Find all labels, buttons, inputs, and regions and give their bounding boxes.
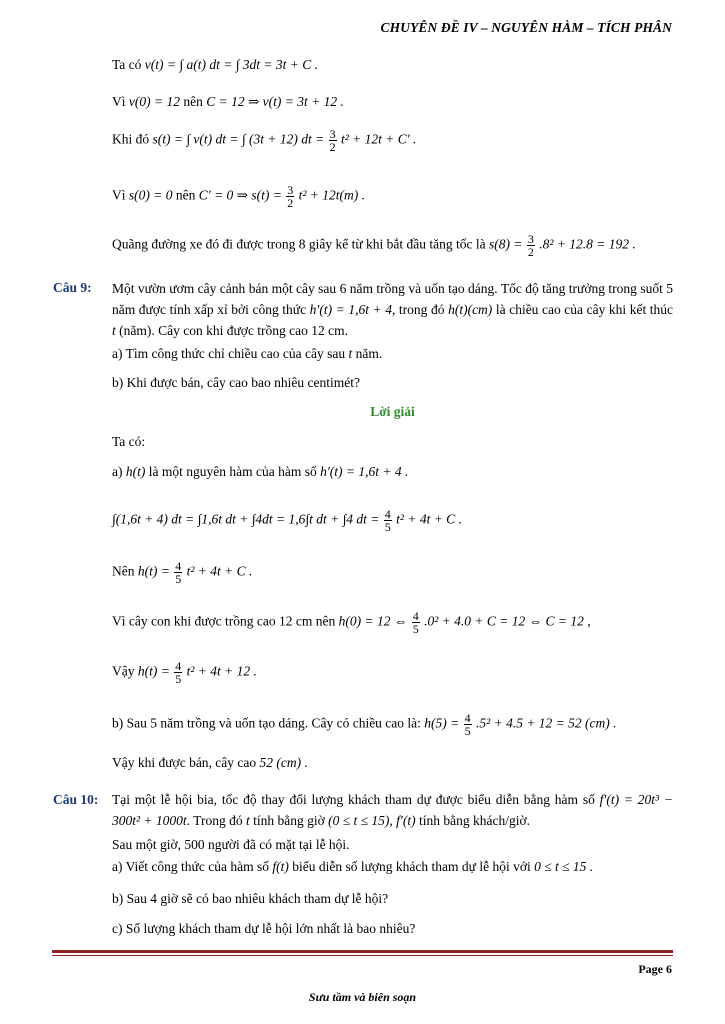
text: nên: [183, 94, 203, 109]
question-10-context: Sau một giờ, 500 người đã có mặt tại lễ hội.: [112, 837, 350, 852]
footer-rule: [52, 950, 673, 953]
question-9-label: Câu 9:: [53, 280, 92, 295]
solution-title: Lời giải: [370, 404, 415, 419]
line-constant: [112, 93, 673, 111]
page-number: Page 6: [638, 962, 672, 976]
line-velocity: [112, 56, 673, 74]
solution-line: Nên h(t) = $\frac{4}{5}$ t² + 4t + C .: [112, 559, 253, 586]
solution-line: Vậy khi được bán, cây cao 52 (cm) .: [112, 755, 308, 770]
question-10a: a) Viết công thức của hàm số f(t) biểu diễn số lượng khách tham dự lễ hội với 0 ≤ t ≤ 15 .: [112, 859, 594, 874]
footer-credit: Sưu tầm và biên soạn: [308, 990, 417, 1004]
text: Khi đó: [112, 131, 150, 147]
math: s(8) =: [489, 236, 523, 252]
question-10b: b) Sau 4 giờ sẽ có bao nhiêu khách tham dự lễ hội?: [112, 891, 389, 906]
math: .8² + 12.8 = 192 .: [539, 236, 636, 252]
solution-line: a) h(t) là một nguyên hàm của hàm số h′(t) = 1,6t + 4 .: [112, 464, 409, 479]
solution-line: Vì cây con khi được trồng cao 12 cm nên h(0) = 12 ⇔ $\frac{4}{5}$ .0² + 4.0 + C = 12 ⇔ C = 12 ,: [112, 609, 591, 636]
math: t² + 12t + C′ .: [340, 131, 417, 147]
fraction: $\frac{3}{2}$: [329, 127, 336, 154]
math: C = 12 ⇒ v(t) = 3t + 12 .: [206, 94, 344, 109]
math: s(t) = ∫ v(t) dt = ∫ (3t + 12) dt =: [152, 131, 325, 147]
line-distance: [112, 233, 673, 258]
math: t² + 12t(m) .: [298, 187, 365, 203]
math: v(t) = ∫ a(t) dt = ∫ 3dt = 3t + C .: [144, 57, 318, 72]
solution-line: Ta có:: [112, 434, 146, 449]
page-header: CHUYÊN ĐỀ IV – NGUYÊN HÀM – TÍCH PHÂN: [380, 20, 672, 35]
text: Quãng đường xe đó đi được trong 8 giây kể từ khi bắt đầu tăng tốc là: [112, 236, 486, 252]
question-10c: c) Số lượng khách tham dự lễ hội lớn nhất là bao nhiêu?: [112, 921, 416, 936]
text: nên: [175, 187, 196, 203]
solution-integral: ∫(1,6t + 4) dt = ∫1,6t dt + ∫4dt = 1,6∫t dt + ∫4 dt = $\frac{4}{5}$ t² + 4t + C .: [112, 507, 462, 534]
question-9a: a) Tìm công thức chỉ chiều cao của cây sau t năm.: [112, 346, 383, 361]
math: C′ = 0 ⇒ s(t) =: [198, 187, 282, 203]
fraction: $\frac{3}{2}$: [287, 183, 294, 210]
fraction: $\frac{3}{2}$: [527, 232, 534, 259]
solution-line: b) Sau 5 năm trồng và uốn tạo dáng. Cây có chiều cao là: h(5) = $\frac{4}{5}$ .5² + 4.5 + 12 = 52 (cm) .: [112, 711, 617, 738]
question-9-text: Một vườn ươm cây cảnh bán một cây sau 6 năm trồng và uốn tạo dáng. Tốc độ tăng trưởng trong suốt 5 năm được tính xấp xỉ bởi công thức h′(t) = 1,6t + 4, trong đó h(t)(cm) là chiều cao của cây khi kết thúc t (năm). Cây con khi được trồng cao 12 cm.: [112, 281, 674, 338]
text: Vì: [112, 187, 126, 203]
text: Vì: [112, 94, 126, 109]
question-9b: b) Khi được bán, cây cao bao nhiêu centimét?: [112, 375, 360, 390]
line-position: [112, 128, 673, 153]
math: v(0) = 12: [128, 94, 180, 109]
text: Ta có: [112, 57, 142, 72]
footer-rule-thin: [52, 955, 673, 956]
question-10-text: Tại một lễ hội bia, tốc độ thay đổi lượng khách tham dự được biểu diễn bằng hàm số f′(t) = 20t³ − 300t² + 1000t. Trong đó t tính bằng giờ (0 ≤ t ≤ 15), f′(t) tính bằng khách/giờ.: [112, 792, 673, 828]
math: s(0) = 0: [128, 187, 173, 203]
question-10-label: Câu 10:: [53, 792, 99, 807]
line-position-final: [112, 184, 673, 209]
solution-line: Vậy h(t) = $\frac{4}{5}$ t² + 4t + 12 .: [112, 659, 257, 686]
